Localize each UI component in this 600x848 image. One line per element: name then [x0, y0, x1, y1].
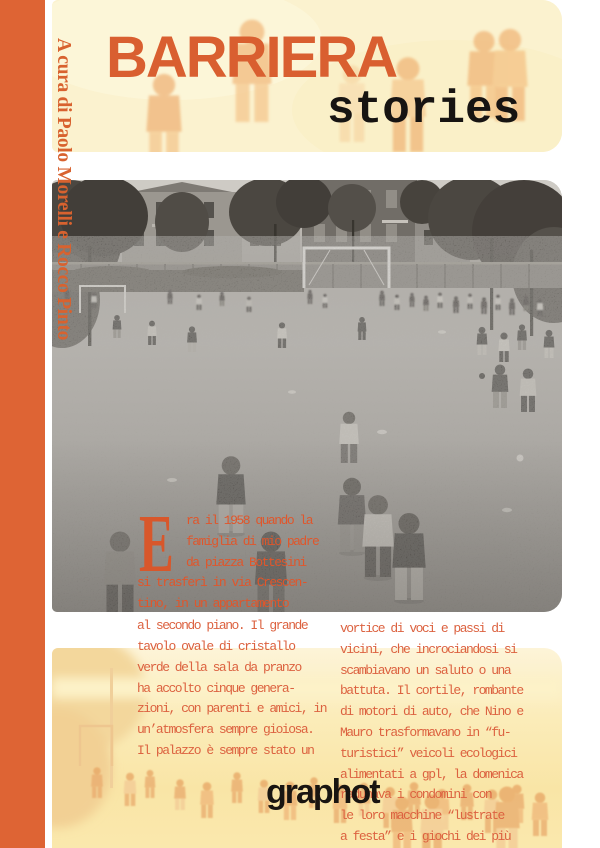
story-line: alimentati a gpl, la domenica: [340, 767, 523, 782]
story-line: da piazza Bottesini: [186, 555, 306, 570]
story-line: Il palazzo è sempre stato un: [137, 743, 314, 758]
story-line: di motori di auto, che Nino e: [340, 704, 523, 719]
story-line: turistici” veicoli ecologici: [340, 746, 517, 761]
story-line: al secondo piano. Il grande: [137, 618, 308, 633]
story-line: si trasferì in via Crescen-: [137, 575, 308, 590]
story-line: famiglia di mio padre: [186, 534, 319, 549]
story-line: verde della sala da pranzo: [137, 660, 301, 675]
story-line: zioni, con parenti e amici, in: [137, 701, 327, 716]
story-line: ra il 1958 quando la: [186, 513, 313, 528]
story-line: Mauro trasformavano in “fu-: [340, 725, 511, 740]
story-line: tino, in un appartamento: [137, 596, 289, 611]
editors-credit: A cura di Paolo Morelli e Rocco Pinto: [53, 38, 74, 341]
story-line: scambiavano un saluto o una: [340, 663, 511, 678]
spine-color-bar: [0, 0, 45, 848]
story-line: battuta. Il cortile, rombante: [340, 683, 523, 698]
story-line: un’atmosfera sempre gioiosa.: [137, 722, 314, 737]
cover-title: BARRIERA: [106, 25, 397, 90]
story-line: radunava i condomini con: [340, 787, 492, 802]
story-line: ha accolto cinque genera-: [137, 681, 295, 696]
story-drop-cap: E: [139, 497, 174, 589]
story-line: le loro macchine “lustrate: [340, 808, 504, 823]
story-line: vicini, che incrociandosi si: [340, 642, 517, 657]
story-line: a festa” e i giochi dei più: [340, 829, 511, 844]
story-line: vortice di voci e passi di: [340, 621, 504, 636]
cover-subtitle: stories: [327, 84, 521, 136]
story-line: tavolo ovale di cristallo: [137, 639, 295, 654]
publisher-logo: graphot: [266, 773, 379, 811]
